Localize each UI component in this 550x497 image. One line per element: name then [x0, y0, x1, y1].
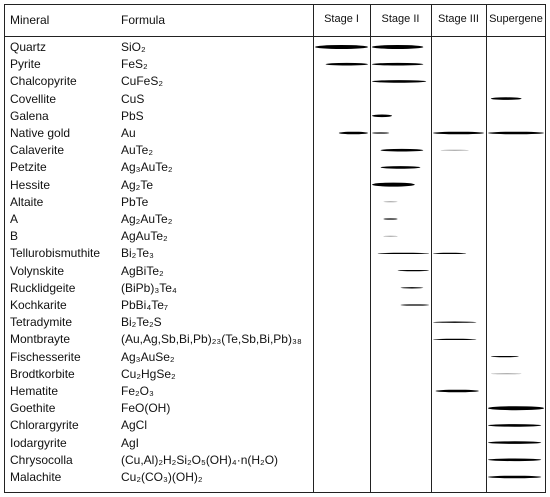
- mineral-formula: Au: [121, 126, 136, 140]
- mineral-formula: (Au,Ag,Sb,Bi,Pb)₂₃(Te,Sb,Bi,Pb)₃₈: [121, 332, 302, 347]
- mineral-name: A: [10, 212, 19, 226]
- mineral-formula: CuFeS₂: [121, 74, 164, 89]
- mineral-formula: Cu₂(CO₃)(OH)₂: [121, 470, 203, 484]
- mineral-formula: AgBiTe₂: [121, 263, 164, 278]
- stage-bar: [488, 459, 541, 462]
- header-stage-iii: Stage III: [438, 13, 479, 25]
- mineral-formula: Bi₂Te₃: [121, 246, 154, 261]
- header-formula: Formula: [121, 13, 166, 27]
- mineral-name: Petzite: [10, 160, 47, 175]
- stage-bar: [339, 132, 368, 135]
- mineral-formula: AuTe₂: [121, 143, 154, 158]
- header-supergene: Supergene: [489, 13, 543, 25]
- stage-bar: [433, 322, 476, 323]
- stage-bar: [372, 80, 426, 83]
- stage-bar: [401, 304, 430, 305]
- mineral-name: Pyrite: [10, 57, 41, 72]
- mineral-name: Tetradymite: [10, 315, 73, 330]
- mineral-name: Chrysocolla: [10, 452, 73, 467]
- mineral-formula: Bi₂Te₂S: [121, 315, 162, 330]
- mineral-formula: PbBi₄Te₇: [121, 298, 169, 312]
- mineral-formula: Ag₃AuTe₂: [121, 160, 173, 175]
- stage-bar: [326, 63, 368, 66]
- stage-bar: [488, 424, 541, 427]
- stage-bar: [383, 201, 397, 202]
- header-stage-i: Stage I: [324, 13, 359, 25]
- mineral-formula: Cu₂HgSe₂: [121, 366, 176, 381]
- mineral-name: Native gold: [10, 126, 71, 140]
- header-stage-ii: Stage II: [381, 13, 420, 25]
- mineral-formula: Ag₂AuTe₂: [121, 212, 173, 226]
- mineral-formula: AgAuTe₂: [121, 229, 168, 244]
- mineral-formula: (Cu,Al)₂H₂Si₂O₅(OH)₄·n(H₂O): [121, 452, 279, 467]
- stage-bar: [383, 236, 397, 237]
- mineral-name: Chalcopyrite: [10, 74, 77, 89]
- mineral-name: Calaverite: [10, 143, 65, 158]
- mineral-formula: Ag₃AuSe₂: [121, 349, 175, 364]
- mineral-name: Tellurobismuthite: [10, 246, 101, 261]
- stage-bar: [381, 149, 424, 152]
- stage-bar: [372, 115, 392, 118]
- stage-bar: [381, 166, 421, 169]
- stage-bar: [315, 45, 368, 49]
- stage-bar: [488, 476, 541, 479]
- stage-bar: [441, 150, 469, 151]
- mineral-name: Covellite: [10, 91, 57, 106]
- stage-bar: [401, 287, 424, 288]
- mineral-name: Malachite: [10, 470, 62, 484]
- mineral-formula: AgCl: [121, 418, 148, 433]
- mineral-formula: CuS: [121, 91, 145, 106]
- mineral-formula: PbTe: [121, 194, 149, 209]
- stage-bar: [383, 218, 397, 219]
- mineral-name: Kochkarite: [10, 298, 67, 312]
- stage-bar: [398, 270, 429, 271]
- mineral-name: Galena: [10, 108, 49, 123]
- mineral-formula: FeS₂: [121, 57, 148, 72]
- stage-bar: [433, 339, 476, 340]
- stage-bar: [433, 132, 484, 135]
- stage-bar: [436, 390, 479, 393]
- stage-bar: [372, 132, 389, 133]
- mineral-formula: Fe₂O₃: [121, 384, 154, 398]
- mineral-name: Chlorargyrite: [10, 418, 79, 433]
- mineral-name: Altaite: [10, 194, 44, 209]
- mineral-name: Brodtkorbite: [10, 366, 75, 381]
- stage-bar: [378, 253, 429, 254]
- mineral-formula: AgI: [121, 435, 140, 450]
- mineral-formula: (BiPb)₃Te₄: [121, 280, 177, 295]
- stage-bar: [491, 97, 522, 100]
- stage-bar: [488, 406, 544, 410]
- mineral-formula: SiO₂: [121, 40, 146, 54]
- mineral-name: B: [10, 229, 19, 244]
- header-mineral: Mineral: [10, 13, 50, 27]
- mineral-formula: FeO(OH): [121, 401, 171, 416]
- stage-bar: [491, 356, 519, 357]
- mineral-name: Rucklidgeite: [10, 280, 76, 295]
- mineral-name: Volynskite: [10, 263, 65, 278]
- mineral-formula: Ag₂Te: [121, 177, 154, 192]
- stage-bar: [372, 45, 423, 49]
- mineral-name: Quartz: [10, 40, 47, 54]
- stage-bar: [372, 63, 423, 66]
- stage-bar: [488, 132, 544, 135]
- mineral-name: Iodargyrite: [10, 435, 67, 450]
- stage-bar: [488, 441, 541, 444]
- mineral-name: Hessite: [10, 177, 51, 192]
- mineral-name: Fischesserite: [10, 349, 81, 364]
- stage-bar: [491, 373, 522, 374]
- mineral-name: Montbrayte: [10, 332, 71, 347]
- mineral-formula: PbS: [121, 108, 144, 123]
- stage-bar: [372, 183, 415, 187]
- stage-bar: [433, 253, 466, 254]
- mineral-name: Hematite: [10, 384, 59, 398]
- mineral-name: Goethite: [10, 401, 56, 416]
